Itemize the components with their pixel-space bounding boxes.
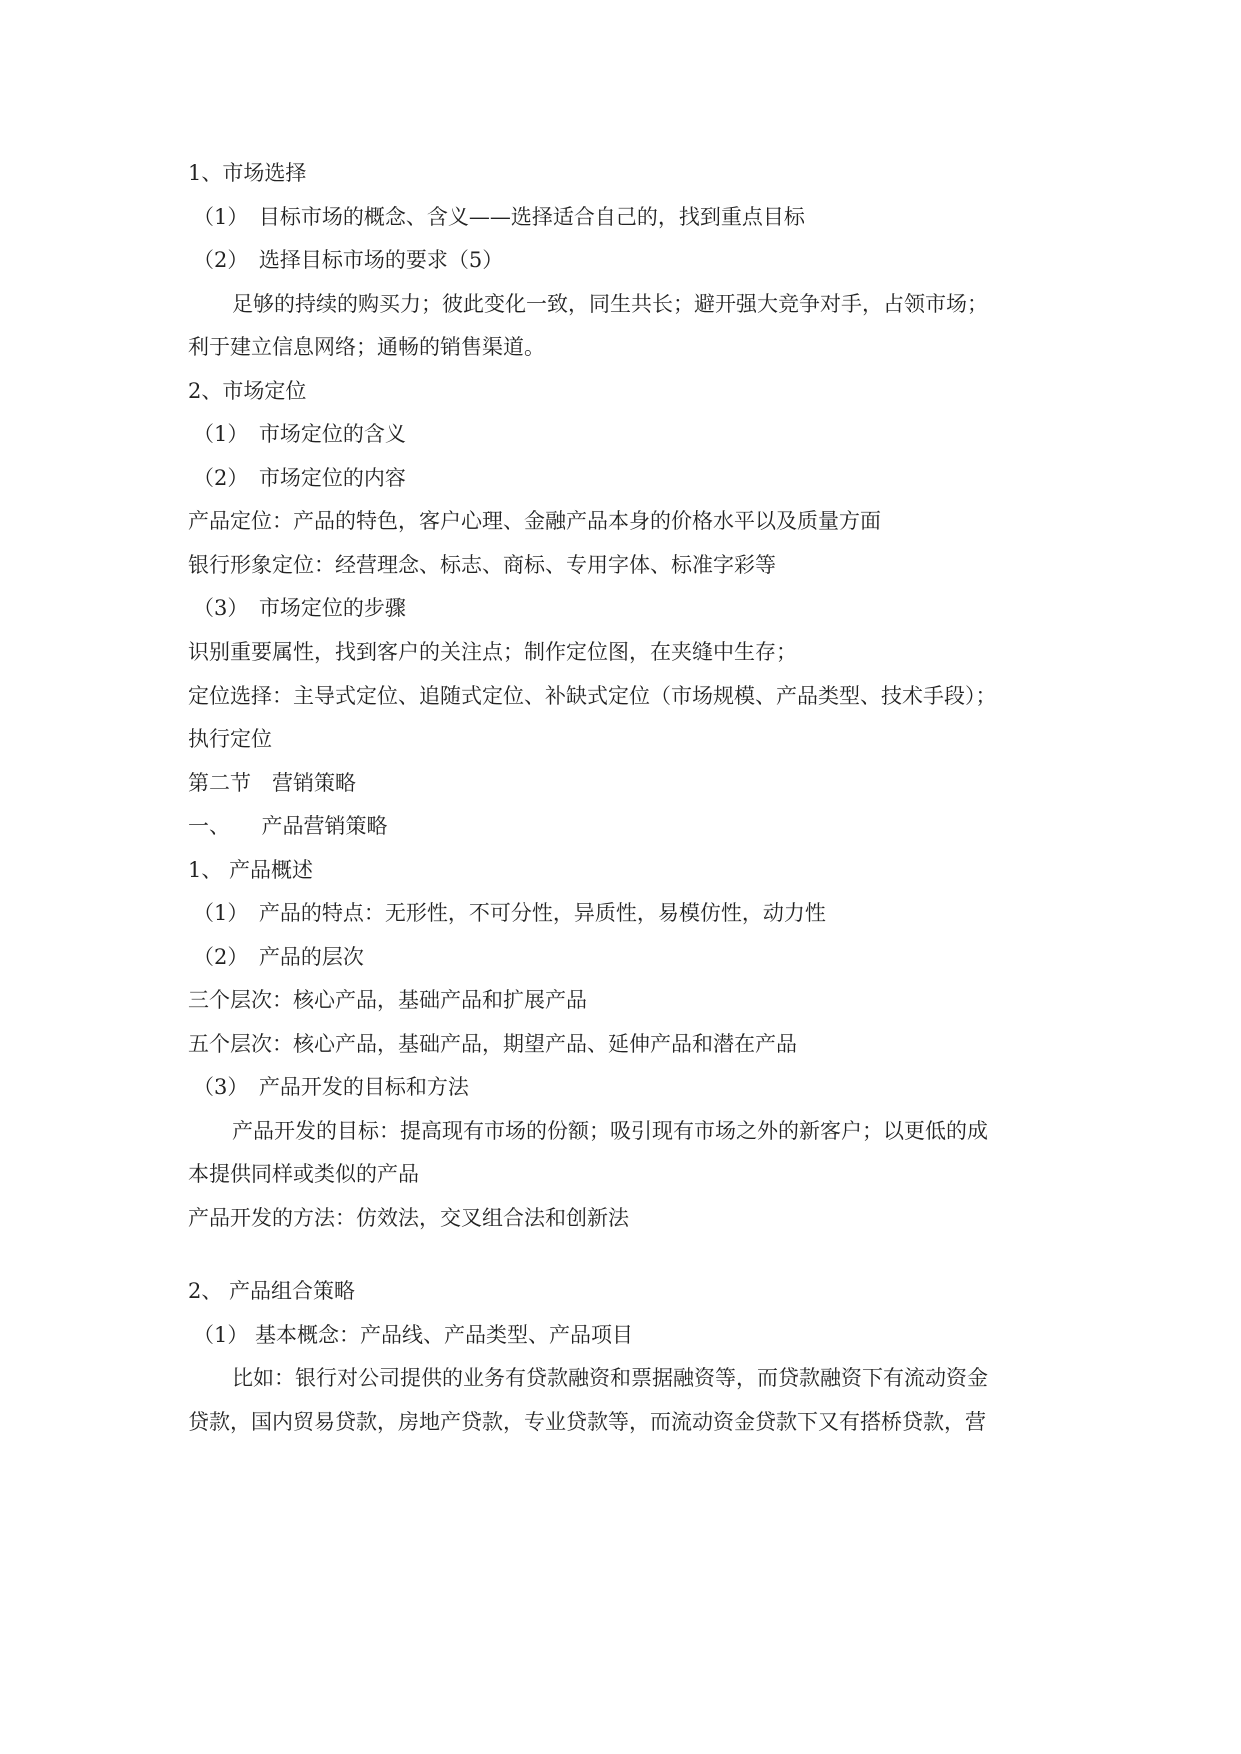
paragraph-line: 执行定位 <box>188 727 272 751</box>
heading-market-selection: 1、市场选择 <box>188 161 307 185</box>
list-item: （2） 选择目标市场的要求（5） <box>193 248 504 272</box>
paragraph-line: 五个层次：核心产品，基础产品，期望产品、延伸产品和潜在产品 <box>188 1032 797 1056</box>
paragraph-line: 识别重要属性，找到客户的关注点；制作定位图，在夹缝中生存； <box>188 640 797 664</box>
list-item: （2） 产品的层次 <box>193 945 364 969</box>
paragraph-line: 银行形象定位：经营理念、标志、商标、专用字体、标准字彩等 <box>188 553 776 577</box>
paragraph-line: 产品定位：产品的特色，客户心理、金融产品本身的价格水平以及质量方面 <box>188 509 881 533</box>
heading-market-positioning: 2、市场定位 <box>188 379 307 403</box>
paragraph-line: 产品开发的目标：提高现有市场的份额；吸引现有市场之外的新客户；以更低的成 <box>232 1119 988 1143</box>
paragraph-line: 三个层次：核心产品，基础产品和扩展产品 <box>188 988 587 1012</box>
paragraph-line: 贷款，国内贸易贷款，房地产贷款，专业贷款等，而流动资金贷款下又有搭桥贷款，营 <box>188 1410 986 1434</box>
list-item: （1） 市场定位的含义 <box>193 422 406 446</box>
paragraph-line: 足够的持续的购买力；彼此变化一致，同生共长；避开强大竞争对手，占领市场； <box>232 292 988 316</box>
heading-product-overview: 1、 产品概述 <box>188 858 314 882</box>
paragraph-line: 产品开发的方法：仿效法，交叉组合法和创新法 <box>188 1206 629 1230</box>
list-item: （1） 产品的特点：无形性，不可分性，异质性，易模仿性，动力性 <box>193 901 826 925</box>
list-item: （1） 基本概念：产品线、产品类型、产品项目 <box>193 1323 634 1347</box>
heading-product-mix: 2、 产品组合策略 <box>188 1279 356 1303</box>
paragraph-line: 定位选择：主导式定位、追随式定位、补缺式定位（市场规模、产品类型、技术手段）； <box>188 684 997 708</box>
section-title: 第二节 营销策略 <box>188 771 356 795</box>
list-item: （2） 市场定位的内容 <box>193 466 406 490</box>
paragraph-line: 比如：银行对公司提供的业务有贷款融资和票据融资等，而贷款融资下有流动资金 <box>232 1366 988 1390</box>
paragraph-line: 利于建立信息网络；通畅的销售渠道。 <box>188 335 545 359</box>
list-item: （3） 产品开发的目标和方法 <box>193 1075 469 1099</box>
list-item: （1） 目标市场的概念、含义——选择适合自己的，找到重点目标 <box>193 205 805 229</box>
list-item: （3） 市场定位的步骤 <box>193 596 406 620</box>
paragraph-line: 本提供同样或类似的产品 <box>188 1162 419 1186</box>
subsection-title: 一、 产品营销策略 <box>188 814 388 838</box>
